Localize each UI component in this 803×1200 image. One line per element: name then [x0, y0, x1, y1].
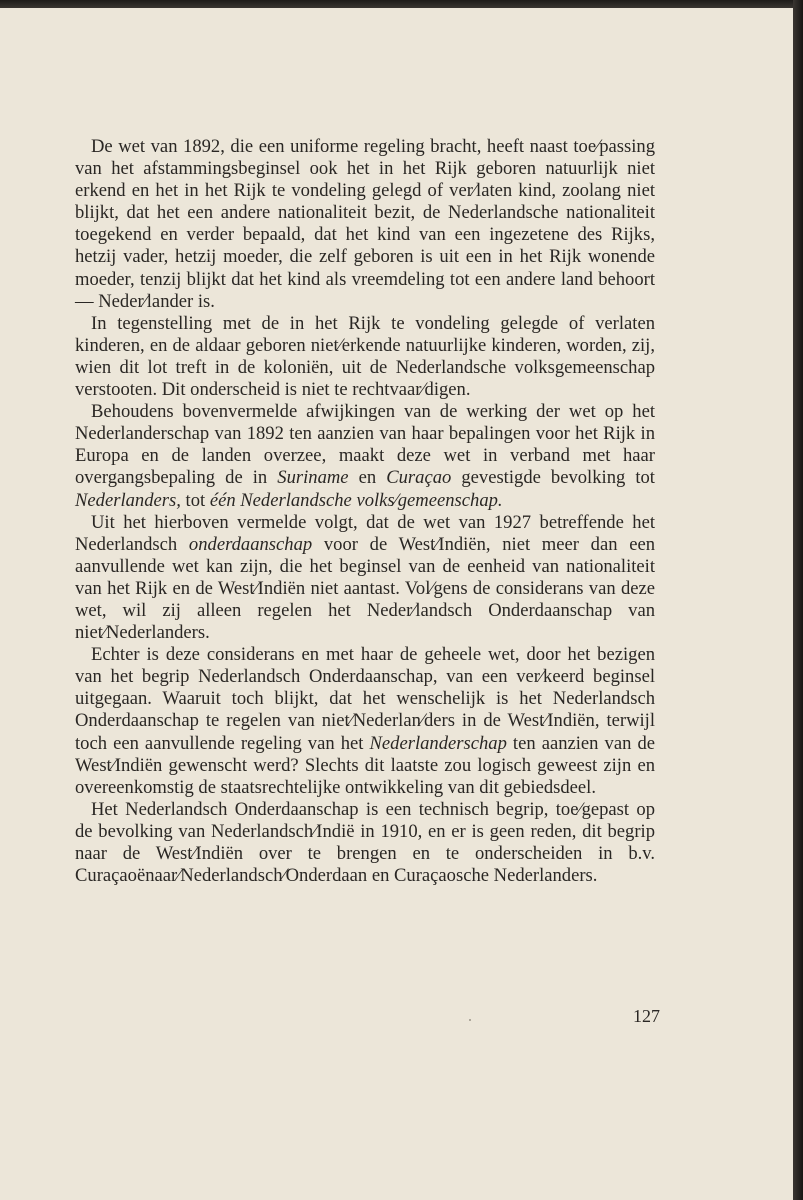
paragraph-2	[75, 313, 655, 401]
book-page	[0, 8, 793, 1200]
paragraph-3-italic-nederlanders: Nederlanders,	[75, 489, 181, 511]
page-number: 127	[633, 1006, 660, 1026]
paragraph-6-text: Het Nederlandsch Onderdaanschap is een technisch begrip, toe⁄gepast op de bevolking van Nederlandsch⁄Indië in 1910, en er is geen reden, dit begrip naar de West⁄Indiën over te brengen en te onderscheiden in b.v. Curaçaoënaar⁄Nederlandsch⁄Onderdaan en Curaçaosche Nederlanders.	[75, 798, 655, 887]
paragraph-5-text-a: Echter is deze considerans en met haar de geheele wet, door het bezigen van het begrip Nederlandsch Onderdaanschap, van een ver⁄keerd beginsel uitgegaan. Waaruit toch blijkt, dat het wenschelijk is het Nederlandsch Onderdaanschap te regelen van niet⁄Nederlan⁄ders in de West⁄Indiën, terwijl toch een aanvullende regeling van het	[75, 644, 655, 754]
body-text	[75, 136, 655, 887]
paragraph-5-italic-nederlanderschap: Nederlanderschap	[369, 732, 507, 754]
paragraph-3-italic-volksgemeenschap: één Nederlandsche volks⁄gemeenschap.	[209, 489, 503, 511]
paragraph-4-text-a: Uit het hierboven vermelde volgt, dat de wet van 1927 betreffende het Nederlandsch	[75, 511, 655, 555]
paragraph-6	[75, 799, 655, 887]
paragraph-1	[75, 136, 655, 313]
paragraph-3-text-d: tot	[180, 489, 210, 511]
paragraph-1-text: De wet van 1892, die een uniforme regeling bracht, heeft naast toe⁄passing van het afstammingsbeginsel ook het in het Rijk geboren natuurlijk niet erkend en het in het Rijk te vondeling gelegd of ver⁄laten kind, zoolang niet blijkt, dat het een andere nationaliteit bezit, de Nederlandsche nationaliteit toegekend en verder bepaald, dat het kind van een ingezetene des Rijks, hetzij vader, hetzij moeder, die zelf geboren is uit een in het Rijk wonende moeder, tenzij blijkt dat het kind als vreemdeling tot een andere land behoort — Neder⁄lander is.	[75, 136, 655, 312]
paragraph-3-italic-curacao: Curaçao	[386, 467, 452, 489]
paragraph-3-italic-suriname: Suriname	[277, 467, 349, 489]
paragraph-5-text-b: ten aanzien van de West⁄Indiën gewenscht werd? Slechts dit laatste zou logisch geweest zijn en overeenkomstig de staatsrechtelijke ontwikkeling van dit gebiedsdeel.	[75, 732, 656, 798]
paragraph-2-text: In tegenstelling met de in het Rijk te vondeling gelegde of verlaten kinderen, en de aldaar geboren niet⁄erkende natuurlijke kinderen, worden, zij, wien dit lot treft in de koloniën, uit de Nederlandsche volksgemeenschap verstooten. Dit onderscheid is niet te rechtvaar⁄digen.	[75, 312, 655, 401]
paragraph-3-text-c: gevestigde bevolking tot	[451, 467, 655, 489]
paragraph-4-text-b: voor de West⁄Indiën, niet meer dan een aanvullende wet kan zijn, die het beginsel van de eenheid van nationaliteit van het Rijk en de West⁄Indiën niet aantast. Vol⁄gens de considerans van deze wet, wil zij alleen regelen het Neder⁄landsch Onderdaanschap van niet⁄Nederlanders.	[75, 533, 655, 644]
paragraph-3-text-a: Behoudens bovenvermelde afwijkingen van de werking der wet op het Nederlanderschap van 1892 ten aanzien van haar bepalingen voor het Rijk in Europa en de landen overzee, maakt deze wet in verband met haar overgangsbepaling de in	[75, 401, 655, 489]
scan-right-edge	[793, 0, 803, 1200]
paragraph-3-text-b: en	[348, 467, 387, 489]
scan-top-edge	[0, 0, 803, 8]
paragraph-3	[75, 401, 655, 511]
paragraph-5	[75, 644, 655, 799]
paragraph-4-italic-onderdaanschap: onderdaanschap	[188, 533, 313, 555]
paper-speck	[469, 1019, 471, 1021]
paragraph-4	[75, 512, 655, 645]
